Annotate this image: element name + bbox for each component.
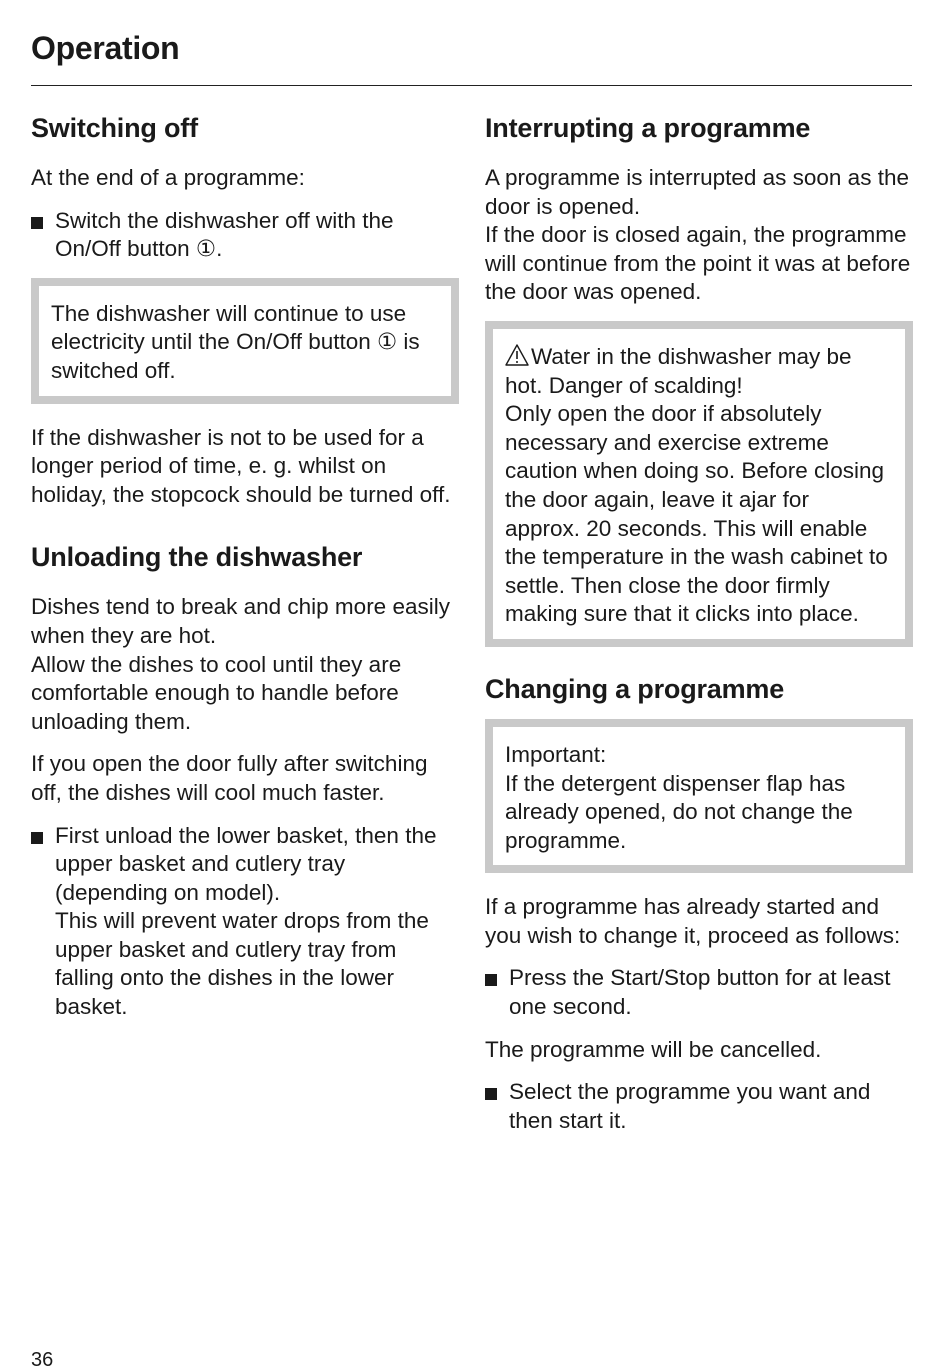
note-box [485, 719, 913, 873]
section-heading: Changing a programme [485, 673, 785, 704]
title-divider [31, 85, 912, 86]
list-item-text: This will prevent water drops from the upper basket and cutlery tray from falling onto the dishes in the lower basket. [55, 908, 429, 1020]
list-item-text: First unload the lower basket, then the upper basket and cutlery tray (depending on model). [55, 822, 437, 905]
square-bullet-icon [31, 217, 43, 229]
warning-text: Water in the dishwasher may be hot. Danger of scalding! [505, 343, 852, 398]
warning-triangle-icon [505, 344, 529, 366]
section-heading: Switching off [31, 113, 198, 143]
square-bullet-icon [485, 974, 497, 986]
paragraph-text: Dishes tend to break and chip more easily when they are hot. [31, 594, 450, 648]
list-item-text: Switch the dishwasher off with the On/Off button ①. [55, 207, 394, 262]
list-item [485, 964, 913, 1021]
section-switching-off [31, 108, 459, 509]
paragraph: If the dishwasher is not to be used for a longer period of time, e. g. whilst on holiday, the stopcock should be turned off. [31, 424, 451, 507]
list-item [31, 207, 459, 264]
paragraph: The programme will be cancelled. [485, 1036, 822, 1062]
left-column [31, 108, 459, 1036]
note-text: The dishwasher will continue to use electricity until the On/Off button ① is switched off. [51, 300, 420, 383]
paragraph: If you open the door fully after switching off, the dishes will cool much faster. [31, 751, 428, 805]
square-bullet-icon [31, 832, 43, 844]
section-changing [485, 669, 913, 1136]
section-interrupting [485, 108, 913, 647]
note-box [31, 278, 459, 404]
list-item-text: Press the Start/Stop button for at least one second. [509, 965, 891, 1020]
list-item [485, 1078, 913, 1135]
note-text: Important: [505, 741, 607, 767]
list-item-text: Select the programme you want and then start it. [509, 1079, 871, 1133]
paragraph: At the end of a programme: [31, 165, 305, 190]
note-text: If the detergent dispenser flap has already opened, do not change the programme. [505, 770, 853, 853]
page-title: Operation [31, 30, 180, 66]
paragraph [31, 593, 459, 736]
paragraph-text: If the door is closed again, the programme will continue from the point it was at before the door was opened. [485, 222, 911, 305]
warning-text: Only open the door if absolutely necessary and exercise extreme caution when doing so. Before closing the door again, leave it ajar for approx. 20 seconds. This will enable the temperature in the wash cabinet to settle. Then close the door firmly making sure that it clicks into place. [505, 401, 888, 627]
list-item [31, 822, 459, 1022]
warning-box [485, 321, 913, 647]
right-column [485, 108, 913, 1149]
section-heading: Interrupting a programme [485, 113, 811, 143]
paragraph: If a programme has already started and you wish to change it, proceed as follows: [485, 894, 901, 948]
paragraph-text: Allow the dishes to cool until they are comfortable enough to handle before unloading them. [31, 651, 402, 734]
paragraph-text: A programme is interrupted as soon as the door is opened. [485, 165, 909, 219]
square-bullet-icon [485, 1088, 497, 1100]
section-heading: Unloading the dishwasher [31, 542, 363, 573]
section-unloading [31, 537, 459, 1021]
paragraph [485, 164, 913, 307]
page-number: 36 [31, 1349, 54, 1371]
